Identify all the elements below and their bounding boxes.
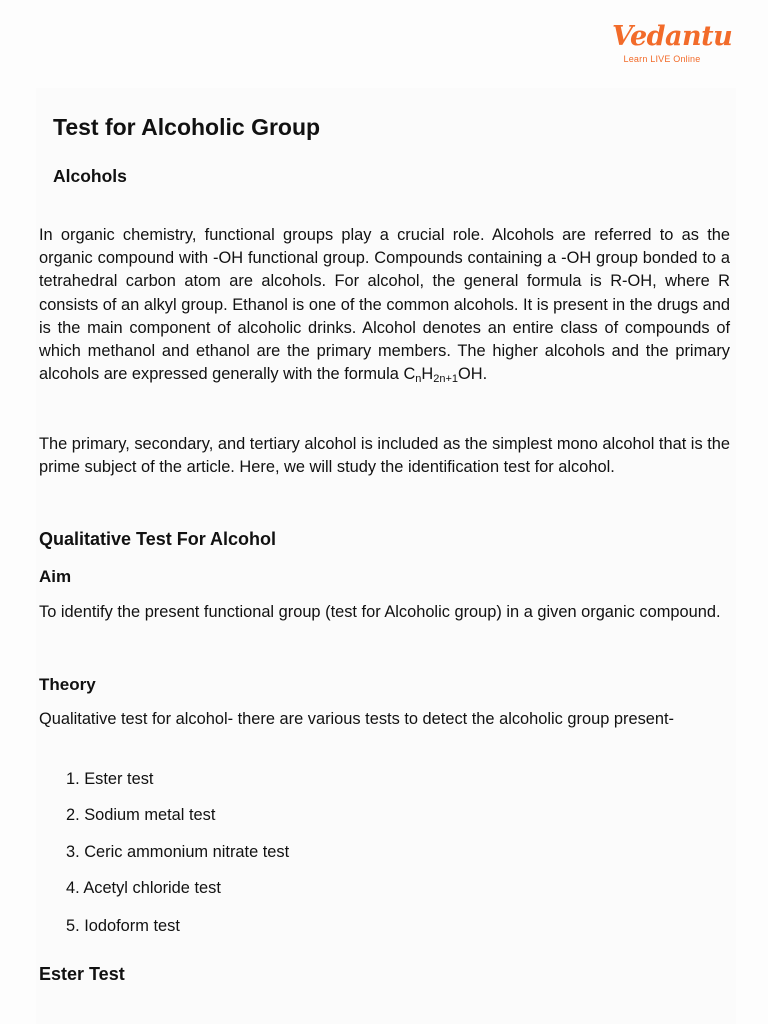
vedantu-logo: [612, 20, 733, 72]
aim-text: To identify the present functional group (test for Alcoholic group) in a given organic compound.: [39, 603, 721, 621]
list-item: 5. Iodoform test: [66, 917, 180, 935]
logo-wordmark: Vedantu: [612, 21, 733, 52]
ester-test-heading: Ester Test: [39, 964, 125, 984]
general-formula: $C_nH_{2n+1}OH$.: [403, 365, 488, 386]
list-item: 3. Ceric ammonium nitrate test: [66, 843, 290, 861]
intro-paragraph: [39, 224, 730, 386]
list-item: 1. Ester test: [66, 770, 154, 788]
intro-text: In organic chemistry, functional groups play a crucial role. Alcohols are referred to as the organic compound with -OH functional group. Compounds containing a -OH group bonded to a tetrahedral carbon atom are alcohols. For alcohol, the general formula is R-OH, where R consists of an alkyl group. Ethanol is one of the common alcohols. It is present in the drugs and is the main component of alcoholic drinks. Alcohol denotes an entire class of compounds of which methanol and ethanol are the primary members. The higher alcohols and the primary alcohols are expressed generally with the formula: [39, 226, 730, 384]
section-subtitle: Alcohols: [53, 166, 127, 186]
logo-tagline: Learn LIVE Online: [623, 54, 701, 64]
aim-heading: Aim: [39, 567, 72, 586]
second-paragraph: The primary, secondary, and tertiary alcohol is included as the simplest mono alcohol that is the prime subject of the article. Here, we will study the identification test for alcohol.: [39, 435, 730, 477]
qualitative-heading: Qualitative Test For Alcohol: [39, 529, 277, 549]
theory-heading: Theory: [39, 675, 96, 694]
theory-text: Qualitative test for alcohol- there are various tests to detect the alcoholic group present-: [39, 710, 675, 728]
page-title: Test for Alcoholic Group: [53, 114, 321, 140]
list-item: 2. Sodium metal test: [66, 806, 216, 824]
list-item: 4. Acetyl chloride test: [66, 879, 221, 897]
